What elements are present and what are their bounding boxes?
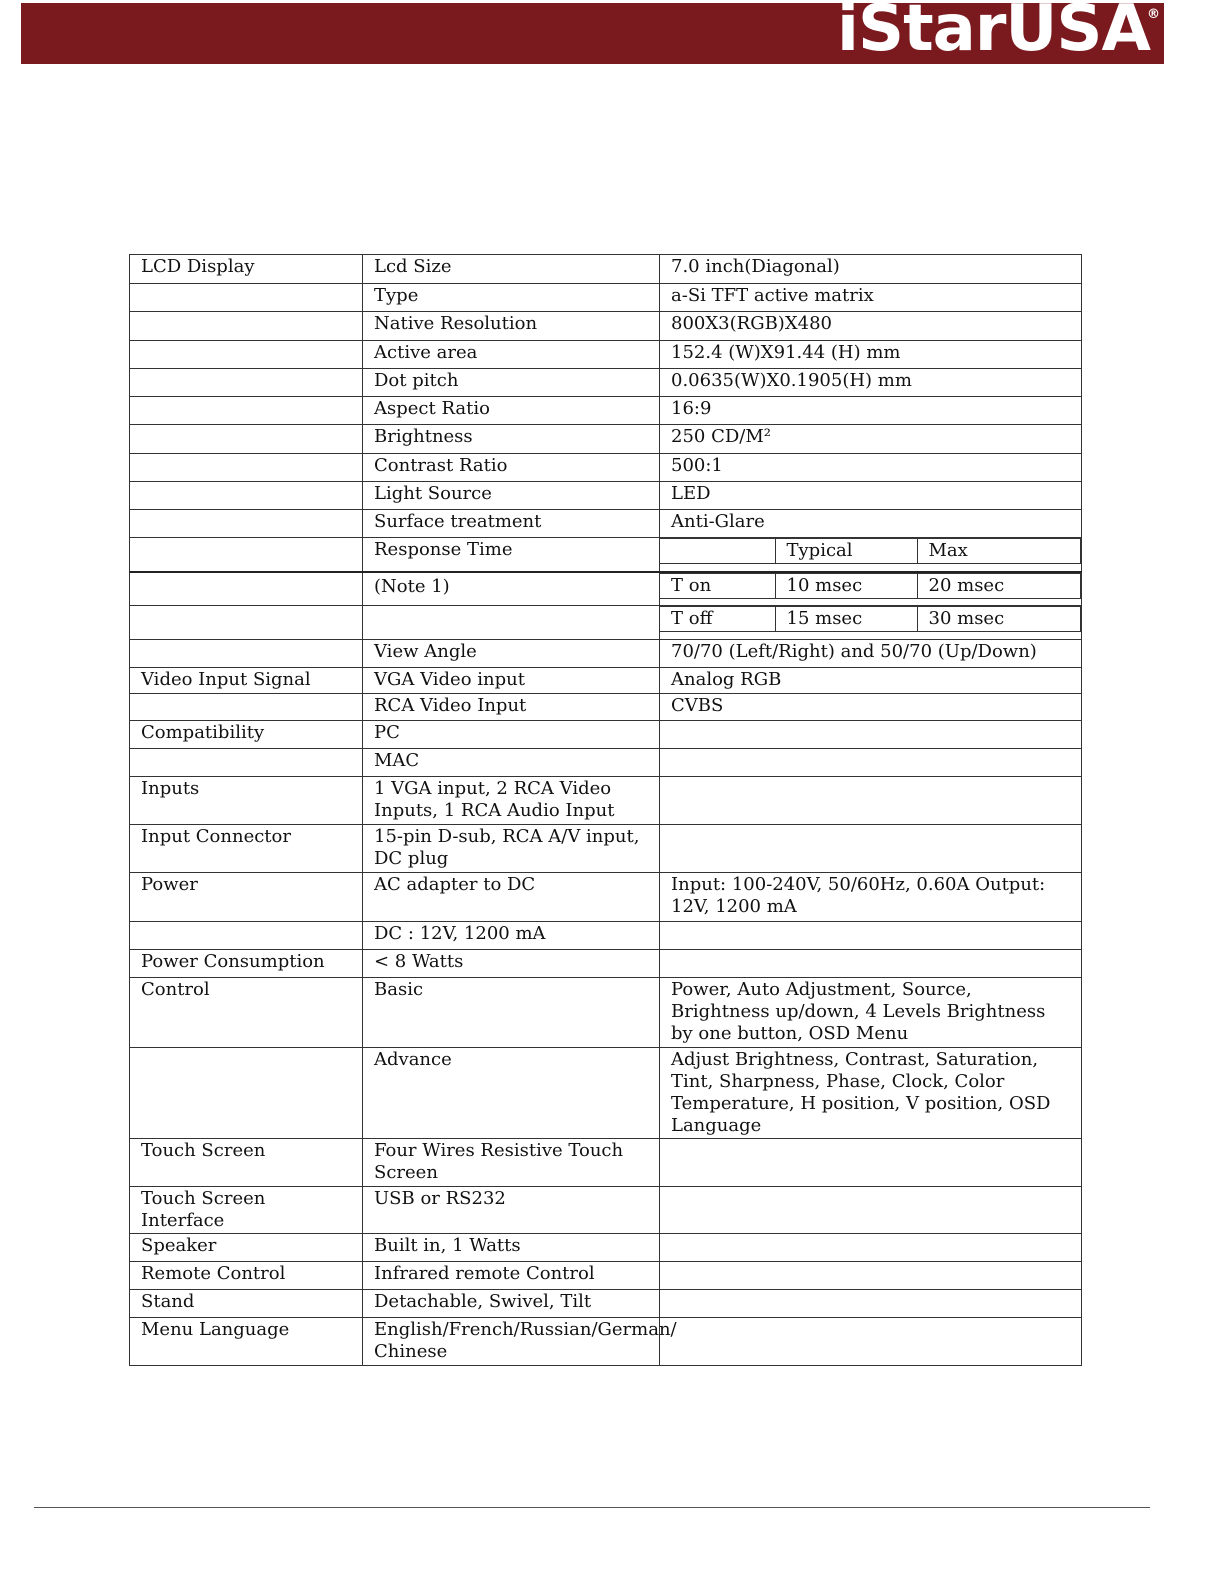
spec-category: Menu Language — [130, 1318, 363, 1366]
spec-category — [130, 397, 363, 425]
spec-value: Adjust Brightness, Contrast, Saturation, Tint, Sharpness, Phase, Clock, Color Temperature, H position, V position, OSD Language — [660, 1048, 1082, 1139]
spec-item: RCA Video Input — [363, 694, 660, 721]
spec-item — [363, 606, 660, 640]
spec-item: DC : 12V, 1200 mA — [363, 922, 660, 950]
spec-category: LCD Display — [130, 255, 363, 284]
spec-value: Power, Auto Adjustment, Source, Brightness up/down, 4 Levels Brightness by one button, OSD Menu — [660, 978, 1082, 1048]
spec-category — [130, 454, 363, 482]
spec-value — [660, 1139, 1082, 1187]
response-col-typical: Typical — [775, 539, 917, 564]
response-max: 20 msec — [917, 573, 1081, 598]
response-max: 30 msec — [917, 607, 1081, 632]
spec-value — [660, 825, 1082, 873]
spec-item: PC — [363, 721, 660, 749]
spec-value: 16:9 — [660, 397, 1082, 425]
spec-value: 70/70 (Left/Right) and 50/70 (Up/Down) — [660, 640, 1082, 668]
spec-item: (Note 1) — [363, 572, 660, 606]
spec-item: Basic — [363, 978, 660, 1048]
spec-category — [130, 284, 363, 312]
spec-category — [130, 694, 363, 721]
table-row — [130, 1187, 1082, 1234]
table-row — [130, 721, 1082, 749]
table-row — [130, 950, 1082, 978]
spec-category — [130, 606, 363, 640]
spec-category: Control — [130, 978, 363, 1048]
spec-category: Touch Screen Interface — [130, 1187, 363, 1234]
spec-category: Stand — [130, 1290, 363, 1318]
table-row — [130, 640, 1082, 668]
spec-item: Response Time — [363, 538, 660, 572]
table-row — [130, 668, 1082, 694]
table-row — [130, 510, 1082, 538]
spec-item: Native Resolution — [363, 312, 660, 341]
spec-value — [660, 1290, 1082, 1318]
table-row — [130, 425, 1082, 454]
spec-category — [130, 572, 363, 606]
spec-item: 1 VGA input, 2 RCA Video Inputs, 1 RCA Audio Input — [363, 777, 660, 825]
response-typical: 15 msec — [775, 607, 917, 632]
spec-value — [660, 777, 1082, 825]
response-row-cell — [660, 606, 1082, 640]
spec-item: AC adapter to DC — [363, 873, 660, 922]
table-row — [130, 777, 1082, 825]
spec-category — [130, 538, 363, 572]
spec-item: English/French/Russian/German/ Chinese — [363, 1318, 660, 1366]
spec-value: Analog RGB — [660, 668, 1082, 694]
spec-item: Infrared remote Control — [363, 1262, 660, 1290]
spec-item: Brightness — [363, 425, 660, 454]
spec-category: Remote Control — [130, 1262, 363, 1290]
response-typical: 10 msec — [775, 573, 917, 598]
table-row — [130, 369, 1082, 397]
table-row — [130, 1048, 1082, 1139]
response-label: T on — [660, 573, 775, 598]
spec-value: 500:1 — [660, 454, 1082, 482]
spec-category — [130, 510, 363, 538]
spec-item: 15-pin D-sub, RCA A/V input, DC plug — [363, 825, 660, 873]
spec-category — [130, 341, 363, 369]
table-row — [130, 397, 1082, 425]
table-row — [130, 284, 1082, 312]
spec-value — [660, 950, 1082, 978]
spec-item: Surface treatment — [363, 510, 660, 538]
footer-divider — [34, 1507, 1150, 1508]
spec-item: MAC — [363, 749, 660, 777]
table-row — [130, 482, 1082, 510]
table-row — [130, 1318, 1082, 1366]
spec-value — [660, 922, 1082, 950]
spec-item: Dot pitch — [363, 369, 660, 397]
spec-category — [130, 922, 363, 950]
spec-item: Four Wires Resistive Touch Screen — [363, 1139, 660, 1187]
spec-value: 250 CD/M² — [660, 425, 1082, 454]
spec-value: Anti-Glare — [660, 510, 1082, 538]
spec-category: Input Connector — [130, 825, 363, 873]
spec-item: Contrast Ratio — [363, 454, 660, 482]
spec-item: Light Source — [363, 482, 660, 510]
table-row — [130, 749, 1082, 777]
spec-item: Type — [363, 284, 660, 312]
spec-item: Detachable, Swivel, Tilt — [363, 1290, 660, 1318]
spec-value: CVBS — [660, 694, 1082, 721]
spec-category: Inputs — [130, 777, 363, 825]
registered-mark: ® — [1147, 7, 1160, 22]
spec-table — [129, 254, 1082, 1366]
spec-category — [130, 1048, 363, 1139]
spec-category: Speaker — [130, 1234, 363, 1262]
table-row — [130, 312, 1082, 341]
table-row — [130, 606, 1082, 640]
spec-category — [130, 425, 363, 454]
table-row — [130, 825, 1082, 873]
response-header-cell — [660, 538, 1082, 572]
response-col-max: Max — [917, 539, 1081, 564]
table-row — [130, 694, 1082, 721]
spec-item: Advance — [363, 1048, 660, 1139]
spec-category: Compatibility — [130, 721, 363, 749]
spec-value: Input: 100-240V, 50/60Hz, 0.60A Output: 12V, 1200 mA — [660, 873, 1082, 922]
spec-value: LED — [660, 482, 1082, 510]
response-col-label — [660, 539, 775, 564]
table-row — [130, 538, 1082, 572]
spec-item: Lcd Size — [363, 255, 660, 284]
spec-value — [660, 1318, 1082, 1366]
table-row — [130, 454, 1082, 482]
table-row — [130, 1139, 1082, 1187]
table-row — [130, 1234, 1082, 1262]
spec-category: Power Consumption — [130, 950, 363, 978]
brand-logo: iStarUSA — [837, 0, 1150, 66]
table-row — [130, 255, 1082, 284]
spec-category — [130, 482, 363, 510]
spec-category: Video Input Signal — [130, 668, 363, 694]
spec-category — [130, 640, 363, 668]
table-row — [130, 1290, 1082, 1318]
table-row — [130, 572, 1082, 606]
spec-value: 0.0635(W)X0.1905(H) mm — [660, 369, 1082, 397]
spec-item: View Angle — [363, 640, 660, 668]
spec-category: Power — [130, 873, 363, 922]
spec-value: a-Si TFT active matrix — [660, 284, 1082, 312]
response-row-cell — [660, 572, 1082, 606]
spec-value: 152.4 (W)X91.44 (H) mm — [660, 341, 1082, 369]
table-row — [130, 341, 1082, 369]
table-row — [130, 873, 1082, 922]
table-row — [130, 978, 1082, 1048]
table-row — [130, 922, 1082, 950]
spec-item: Active area — [363, 341, 660, 369]
spec-value: 800X3(RGB)X480 — [660, 312, 1082, 341]
spec-category — [130, 312, 363, 341]
spec-category: Touch Screen — [130, 1139, 363, 1187]
spec-item: USB or RS232 — [363, 1187, 660, 1234]
spec-category — [130, 369, 363, 397]
spec-value — [660, 1234, 1082, 1262]
spec-value — [660, 749, 1082, 777]
header-banner — [21, 0, 1164, 66]
spec-item: < 8 Watts — [363, 950, 660, 978]
spec-value — [660, 1187, 1082, 1234]
spec-item: Built in, 1 Watts — [363, 1234, 660, 1262]
spec-value: 7.0 inch(Diagonal) — [660, 255, 1082, 284]
spec-item: Aspect Ratio — [363, 397, 660, 425]
response-label: T off — [660, 607, 775, 632]
table-row — [130, 1262, 1082, 1290]
spec-value — [660, 1262, 1082, 1290]
spec-item: VGA Video input — [363, 668, 660, 694]
spec-value — [660, 721, 1082, 749]
spec-category — [130, 749, 363, 777]
